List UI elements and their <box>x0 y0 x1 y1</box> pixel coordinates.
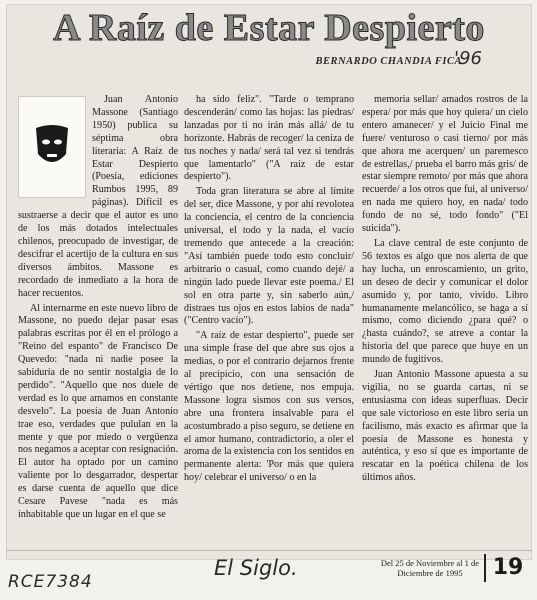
page-number: 19 <box>484 554 530 582</box>
handwritten-archive-code: RCE7384 <box>8 572 93 592</box>
paragraph: Toda gran literatura se abre al límite del ser, dice Massone, y por ahí revolotea la conciencia, el centro de la conciencia universal, el todo y la nada, el vacío tremendo que antecede a la creación: "Así también puede todo esto concluir/ arbitrario o casual, como cuando dejé/ a ningún lado puede llevar este poema./ El sol en otra parte y, sin saberlo aún,/ distraes tus ojos en estos labios de nada" ("Centro vacío"). <box>184 186 354 327</box>
newspaper-clipping <box>6 4 532 560</box>
column-3 <box>362 94 528 487</box>
author-photo <box>18 96 86 198</box>
paragraph: Juan Antonio Massone apuesta a su vigilia, no se guarda cartas, ni se entusiasma con ideas superfluas. Decir que sale victorioso en este libro sería un facilismo, más exacto es afirmar que la poesía de Massone es honesta y auténtica, y eso sí que es importante de rescatar en la poética chilena de los últimos años. <box>362 369 528 484</box>
paragraph: La clave central de este conjunto de 56 textos es algo que nos alerta de que hay lucha, un enroscamiento, un grito, un deseo de decir y comunicar el dolor asumido y, por tanto, vivido. Libro humanamente melancólico, se haga a sí mismo, como diciendo ¿para qué? o ¿hasta cuándo?, se atreve a contar la historia del que parece que huye en un mundo de fugitivos. <box>362 237 528 366</box>
issue-date: Del 25 de Noviembre al 1 de Diciembre de 1995 <box>380 558 480 578</box>
author-byline: BERNARDO CHANDIA FICA <box>315 56 462 67</box>
column-2 <box>184 94 354 487</box>
paragraph: Juan Antonio Massone (Santiago 1950) publica su séptima obra literaria: A Raíz de Estar Despierto (Poesía, ediciones Rumbos 1995, 89 páginas). Difícil es sustraerse a decir que el autor es uno de los más dotados intelectuales chilenos, preocupado de investigar, de descifrar el acertijo de la cultura en sus diversos ámbitos. Massone es recordado de inmediato a la hora de hacer recuentos. <box>18 94 178 299</box>
handwritten-year: '96 <box>454 48 482 69</box>
paragraph: memoria sellar/ amados rostros de la espera/ por más que hoy quiera/ un cielo entero amanecer/ y el Juicio Final me fuere/ venturoso o casi tierno/ por más que ahora me acerquen/ un paremesco de estrellas,/ prueba el barro más gris/ de estar siempre remoto/ por más que ahora recuerde/ a los otros que fui, al universo/ en nada me quiero hoy, en nada/ todo fondo de no sé, todo fondo" ("El suicida"). <box>362 94 528 235</box>
paragraph: Al internarme en este nuevo libro de Massone, no puedo dejar pasar esas palabras escritas por él en el prólogo a "Reino del espanto" de Francisco De Quevedo: "nada ni nadie posee la sabiduría de no sentir nostalgia de lo perdido". "Aquello que nos duele de verdad es lo que amamos en constante desvelo". La poesía de Juan Antonio trae eso, verdades que pululan en la mente y que por miedo o vergüenza nos negamos a aceptar con resignación. El autor ha optado por un camino valiente por lo desgarrador, despertar es darse cuenta de aquello que dice Cesare Pavese "nada es más inhabitable que un lugar en el que se <box>18 302 178 520</box>
column-1 <box>18 94 178 524</box>
paragraph: ha sido feliz". "Tarde o temprano descenderán/ como las hojas: las piedras/ lanzadas por ti no irán más allá/ de tu horizonte. Habrás de recoger/ la ceniza de tus noches y nada/ será tal vez si tendrás que lamentarlo" ("A raíz de estar despierto"). <box>184 94 354 183</box>
handwritten-newspaper-name: El Siglo. <box>214 556 298 580</box>
author-portrait-icon <box>32 124 72 170</box>
article-headline: A Raíz de Estar Despierto <box>53 7 485 49</box>
paragraph: "A raíz de estar despierto", puede ser una simple frase del que abre sus ojos a medias, o por el contrario dejarnos frente al precipicio, con una sensación de vértigo que nos detiene, nos empuja. Massone logra sismos con sus versos, abre una frontera insalvable para el acostumbrado a piso seguro, se detiene en el amor humano, contradictorio, a oler el aroma de la existencia con los sentidos en permanente alerta: 'Por más que quiera hoy/ celebrar el universo/ o en la <box>184 330 354 484</box>
footer-divider <box>6 550 532 551</box>
